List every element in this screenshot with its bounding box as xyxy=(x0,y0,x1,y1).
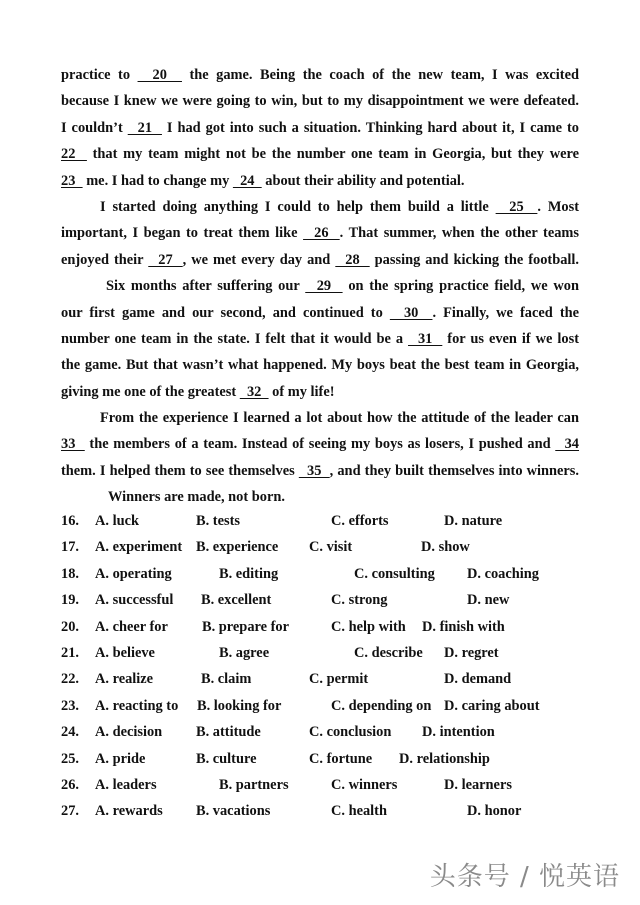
passage-segment: of my life! xyxy=(268,383,335,400)
option-c: C. conclusion xyxy=(309,724,392,741)
question-row xyxy=(61,746,581,772)
blank-number: 31 xyxy=(408,330,443,347)
option-d: D. show xyxy=(421,539,470,556)
passage-line xyxy=(61,484,579,510)
blank-number: 29 xyxy=(305,278,343,295)
passage-segment: passing and kicking the football. xyxy=(369,251,580,268)
option-b: B. editing xyxy=(219,565,279,582)
option-c: C. fortune xyxy=(309,750,373,767)
question-row xyxy=(61,693,581,719)
passage-segment: because I knew we were going to win, but to my disappointment we were defeated. xyxy=(61,93,579,110)
blank-number: 24 xyxy=(232,172,262,189)
passage-line xyxy=(61,194,579,220)
question-row xyxy=(61,534,581,560)
watermark: 头条号 / 悦英语 xyxy=(429,862,620,892)
passage-segment: . Finally, we faced the xyxy=(432,304,580,321)
blank-number: 25 xyxy=(495,198,538,215)
blank-number: 21 xyxy=(127,119,162,136)
question-number: 17. xyxy=(61,539,79,556)
option-b: B. attitude xyxy=(196,724,261,741)
option-a: A. cheer for xyxy=(95,618,168,635)
passage-line xyxy=(61,220,579,246)
blank-number: 27 xyxy=(148,251,183,268)
question-row xyxy=(61,508,581,534)
passage-line xyxy=(61,273,579,299)
option-c: C. visit xyxy=(309,539,353,556)
option-d: D. relationship xyxy=(399,750,490,767)
option-a: A. experiment xyxy=(95,539,183,556)
passage-line xyxy=(61,352,579,378)
option-c: C. describe xyxy=(354,644,423,661)
option-a: A. believe xyxy=(95,644,155,661)
blank-number: 22 xyxy=(61,146,87,163)
passage-line xyxy=(61,326,579,352)
passage-line xyxy=(61,141,579,167)
question-number: 22. xyxy=(61,671,79,688)
option-b: B. vacations xyxy=(196,803,271,820)
answer-options xyxy=(61,508,581,825)
passage-segment: giving me one of the greatest xyxy=(61,383,240,400)
option-b: B. experience xyxy=(196,539,279,556)
question-row xyxy=(61,798,581,824)
question-number: 16. xyxy=(61,513,79,529)
question-number: 19. xyxy=(61,592,79,609)
option-d: D. coaching xyxy=(467,565,539,582)
option-b: B. agree xyxy=(219,644,270,661)
option-d: D. honor xyxy=(467,803,522,820)
passage-segment: I couldn’t xyxy=(61,119,128,136)
option-a: A. leaders xyxy=(95,776,157,793)
passage-line xyxy=(61,247,579,273)
passage-segment: Six months after suffering our xyxy=(106,278,306,295)
question-number: 21. xyxy=(61,644,79,661)
option-c: C. help with xyxy=(331,618,406,635)
passage-segment: important, I began to treat them like xyxy=(61,225,304,242)
option-a: A. successful xyxy=(95,592,174,609)
option-a: A. rewards xyxy=(95,803,163,820)
passage-line xyxy=(61,168,579,194)
passage-segment: them. I helped them to see themselves xyxy=(61,462,299,479)
blank-number: 35 xyxy=(298,462,330,479)
option-d: D. finish with xyxy=(422,618,505,635)
option-b: B. partners xyxy=(219,776,289,793)
blank-number: 28 xyxy=(335,251,370,268)
question-row xyxy=(61,587,581,613)
passage-line xyxy=(61,115,579,141)
option-b: B. culture xyxy=(196,750,257,767)
passage-segment: I had got into such a situation. Thinking hard about it, I came to xyxy=(161,119,579,136)
passage-segment: I started doing anything I could to help them build a little xyxy=(100,198,496,215)
passage-segment: that my team might not be the number one team in Georgia, but they were xyxy=(86,146,579,163)
passage-line xyxy=(61,300,579,326)
option-b: B. excellent xyxy=(201,592,272,609)
passage-segment: From the experience I learned a lot about how the attitude of the leader can xyxy=(100,410,579,427)
option-a: A. decision xyxy=(95,724,163,741)
option-b: B. claim xyxy=(201,671,252,688)
question-number: 18. xyxy=(61,565,79,582)
question-row xyxy=(61,772,581,798)
option-b: B. looking for xyxy=(197,697,282,714)
passage-segment: Winners are made, not born. xyxy=(108,489,285,506)
blank-number: 32 xyxy=(239,383,269,400)
option-d: D. caring about xyxy=(444,697,540,714)
option-c: C. consulting xyxy=(354,565,435,582)
question-number: 20. xyxy=(61,618,79,635)
passage-segment: enjoyed their xyxy=(61,251,149,268)
passage-text xyxy=(61,62,579,511)
option-b: B. tests xyxy=(196,513,240,529)
question-number: 27. xyxy=(61,803,79,820)
passage-line xyxy=(61,62,579,88)
question-number: 25. xyxy=(61,750,79,767)
question-number: 23. xyxy=(61,697,79,714)
passage-line xyxy=(61,379,579,405)
question-row xyxy=(61,640,581,666)
option-b: B. prepare for xyxy=(202,618,289,635)
option-c: C. health xyxy=(331,803,387,820)
passage-segment: the members of a team. Instead of seeing my boys as losers, I pushed and xyxy=(84,436,556,453)
passage-line xyxy=(61,458,579,484)
option-a: A. operating xyxy=(95,565,172,582)
option-c: C. strong xyxy=(331,592,388,609)
passage-segment: practice to xyxy=(61,67,138,83)
option-d: D. nature xyxy=(444,513,503,529)
option-a: A. reacting to xyxy=(95,697,179,714)
option-a: A. luck xyxy=(95,513,139,529)
blank-number: 30 xyxy=(389,304,433,321)
question-row xyxy=(61,666,581,692)
option-c: C. winners xyxy=(331,776,398,793)
question-row xyxy=(61,561,581,587)
question-number: 24. xyxy=(61,724,79,741)
passage-line xyxy=(61,405,579,431)
blank-number: 33 xyxy=(61,436,85,453)
blank-number: 23 xyxy=(61,172,83,189)
passage-line xyxy=(61,431,579,457)
option-d: D. intention xyxy=(422,724,495,741)
option-c: C. permit xyxy=(309,671,369,688)
blank-number: 20 xyxy=(137,67,182,83)
passage-segment: me. I had to change my xyxy=(82,172,233,189)
passage-segment: , we met every day and xyxy=(182,251,336,268)
option-d: D. demand xyxy=(444,671,512,688)
question-row xyxy=(61,719,581,745)
option-a: A. realize xyxy=(95,671,154,688)
passage-segment: about their ability and potential. xyxy=(261,172,465,189)
passage-line xyxy=(61,88,579,114)
passage-segment: the game. Being the coach of the new team, I was excited xyxy=(181,67,579,83)
passage-segment: the game. But that wasn’t what happened. My boys beat the best team in Georgia, xyxy=(61,357,579,374)
option-d: D. new xyxy=(467,592,510,609)
question-number: 26. xyxy=(61,776,79,793)
passage-segment: for us even if we lost xyxy=(442,330,580,347)
option-d: D. regret xyxy=(444,644,499,661)
option-c: C. depending on xyxy=(331,697,432,714)
passage-segment: our first game and our second, and continued to xyxy=(61,304,390,321)
option-c: C. efforts xyxy=(331,513,389,529)
blank-number: 34 xyxy=(555,436,580,453)
passage-segment: . That summer, when the other teams xyxy=(339,225,579,242)
passage-segment: , and they built themselves into winners. xyxy=(329,462,579,479)
blank-number: 26 xyxy=(303,225,340,242)
question-row xyxy=(61,614,581,640)
passage-segment: number one team in the state. I felt that it would be a xyxy=(61,330,409,347)
passage-segment: on the spring practice field, we won xyxy=(342,278,580,295)
option-d: D. learners xyxy=(444,776,512,793)
option-a: A. pride xyxy=(95,750,146,767)
passage-segment: . Most xyxy=(537,198,580,215)
